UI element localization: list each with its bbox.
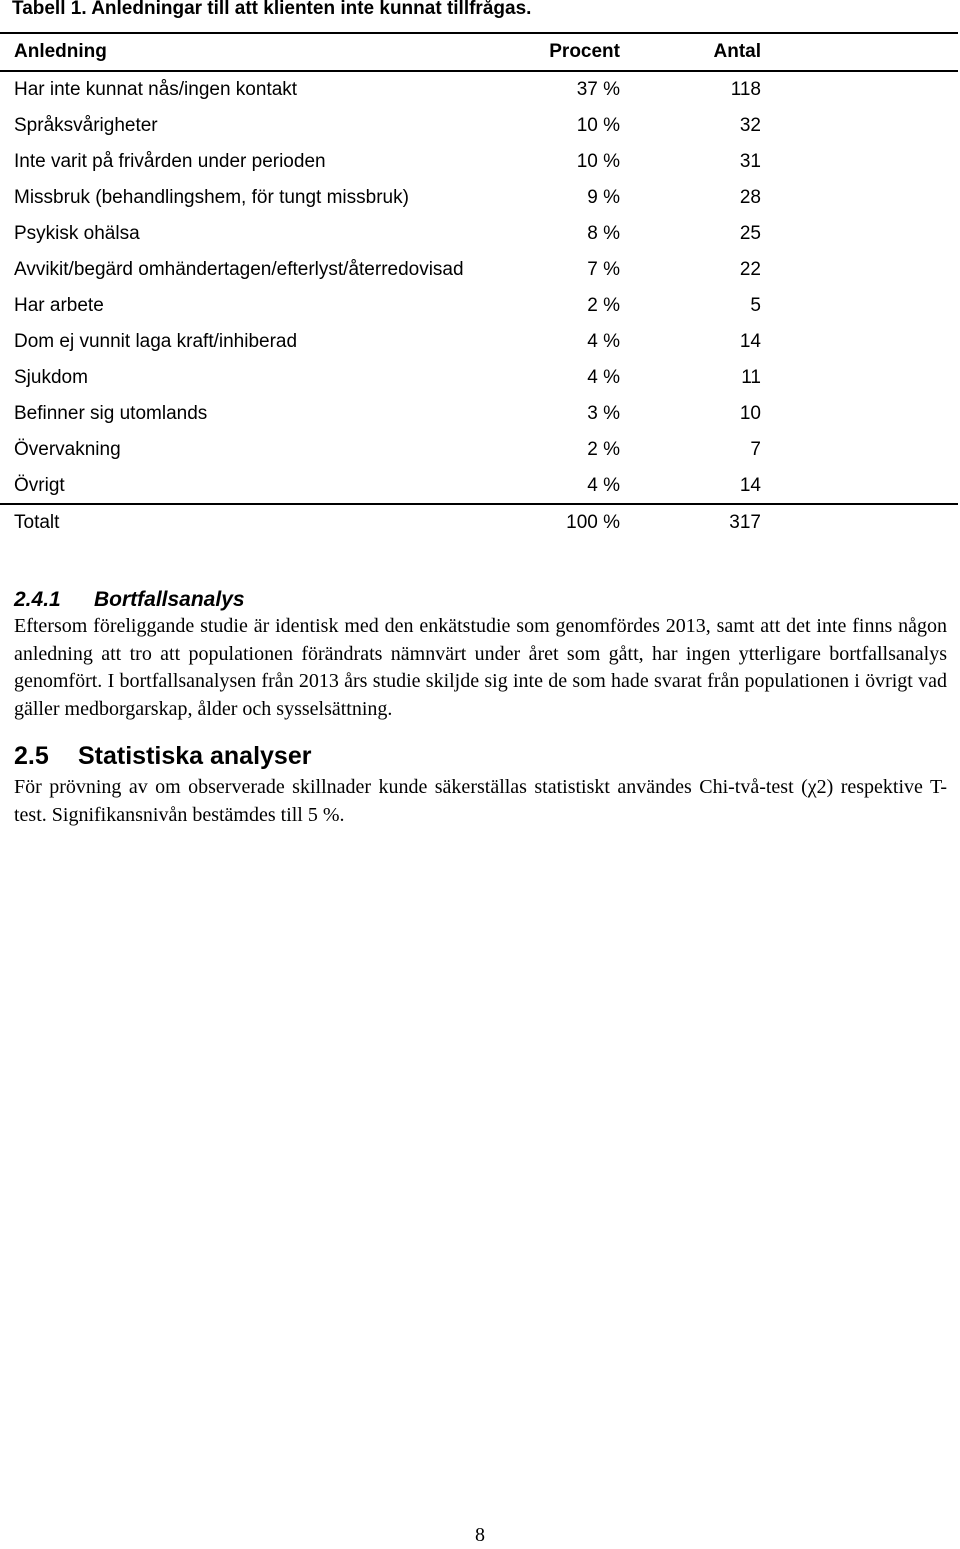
total-label: Totalt [14, 512, 60, 533]
table-row [0, 252, 960, 288]
row-percent: 4 % [587, 331, 620, 352]
row-reason: Sjukdom [14, 367, 88, 388]
table-row [0, 108, 960, 144]
row-reason: Dom ej vunnit laga kraft/inhiberad [14, 331, 298, 352]
page-number: 8 [475, 1524, 485, 1546]
section-number: 2.4.1 [14, 588, 61, 611]
row-percent: 3 % [587, 403, 620, 424]
header-antal: Antal [713, 41, 761, 62]
table-row [0, 180, 960, 216]
row-reason: Har arbete [14, 295, 104, 316]
row-count: 10 [739, 403, 761, 424]
row-count: 22 [739, 259, 761, 280]
row-count: 14 [739, 475, 761, 496]
table-total-row [0, 505, 960, 541]
row-reason: Avvikit/begärd omhändertagen/efterlyst/återredovisad [14, 259, 464, 280]
row-percent: 7 % [587, 259, 620, 280]
row-percent: 2 % [587, 439, 620, 460]
total-count: 317 [729, 512, 761, 533]
row-reason: Övrigt [14, 475, 65, 496]
table-row [0, 72, 960, 108]
row-percent: 2 % [587, 295, 620, 316]
table-row [0, 396, 960, 432]
bortfallsanalys-paragraph: Eftersom föreliggande studie är identisk med den enkätstudie som genomfördes 2013, samt att det inte finns någon anledning att tro att populationen förändrats nämnvärt under året som gått, har ingen ytterligare bortfallsanalys genomfört. I bortfallsanalysen från 2013 års studie skiljde sig inte de som hade svarat från populationen i övrigt vad gäller medborgarskap, ålder och sysselsättning. [14, 615, 947, 720]
table-row [0, 468, 960, 504]
section-number: 2.5 [14, 742, 49, 770]
row-reason: Övervakning [14, 439, 121, 460]
header-anledning: Anledning [14, 41, 107, 62]
row-count: 7 [750, 439, 761, 460]
table-row [0, 432, 960, 468]
table-row [0, 216, 960, 252]
section-title: Statistiska analyser [78, 742, 312, 770]
table-caption: Tabell 1. Anledningar till att klienten inte kunnat tillfrågas. [12, 0, 532, 19]
row-percent: 10 % [576, 115, 620, 136]
row-percent: 8 % [587, 223, 620, 244]
row-reason: Befinner sig utomlands [14, 403, 208, 424]
row-reason: Språksvårigheter [14, 115, 158, 136]
section-heading-statistiska-analyser [14, 742, 311, 771]
row-count: 5 [750, 295, 761, 316]
section-heading-bortfallsanalys [14, 588, 245, 612]
row-percent: 37 % [576, 79, 620, 100]
total-percent: 100 % [566, 512, 620, 533]
table-row [0, 360, 960, 396]
header-procent: Procent [549, 41, 620, 62]
table-row [0, 288, 960, 324]
row-count: 32 [739, 115, 761, 136]
row-count: 25 [739, 223, 761, 244]
row-percent: 4 % [587, 367, 620, 388]
row-reason: Inte varit på frivården under perioden [14, 151, 326, 172]
statistiska-analyser-paragraph: För prövning av om observerade skillnader kunde säkerställas statistiskt användes Chi-två-test (χ2) respektive T-test. Signifikansnivån bestämdes till 5 %. [14, 776, 947, 826]
row-percent: 10 % [576, 151, 620, 172]
row-count: 118 [730, 79, 761, 100]
row-reason: Missbruk (behandlingshem, för tungt missbruk) [14, 187, 409, 208]
row-reason: Har inte kunnat nås/ingen kontakt [14, 79, 298, 100]
row-reason: Psykisk ohälsa [14, 223, 140, 244]
row-count: 11 [741, 367, 761, 388]
table-row [0, 324, 960, 360]
row-count: 14 [739, 331, 761, 352]
table-row [0, 144, 960, 180]
section-title: Bortfallsanalys [94, 588, 245, 611]
table-header-row [0, 34, 960, 70]
row-percent: 4 % [587, 475, 620, 496]
row-count: 31 [739, 151, 761, 172]
row-count: 28 [739, 187, 761, 208]
row-percent: 9 % [587, 187, 620, 208]
